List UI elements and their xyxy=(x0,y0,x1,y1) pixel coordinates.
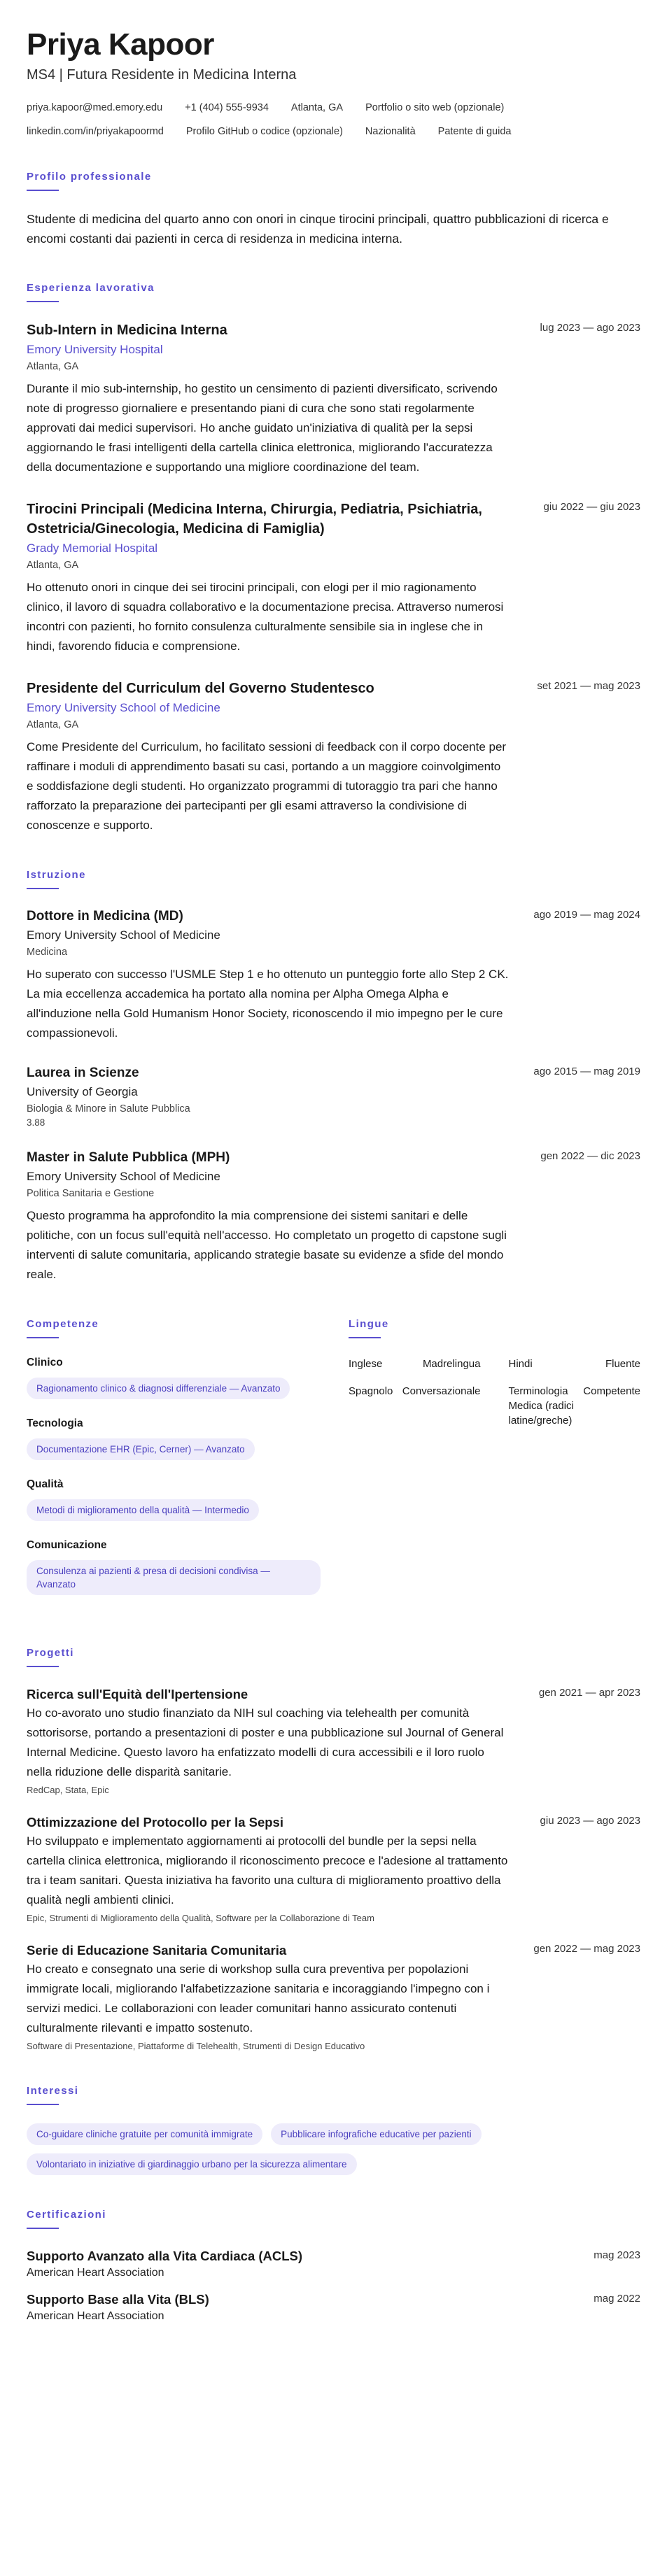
skills-section xyxy=(27,1318,321,1613)
section-divider xyxy=(27,2228,59,2229)
project-entry xyxy=(27,1813,640,1923)
interests-section xyxy=(27,2085,640,2175)
skill-group xyxy=(27,1478,321,1521)
language-item xyxy=(509,1357,641,1371)
job-description: Come Presidente del Curriculum, ho facilitato sessioni di feedback con il corpo docente per raffinare i moduli di apprendimento basati su casi, portando a un maggiore coinvolgimento e soddisfazione degli studenti. Ho organizzato programmi di tutoraggio tra pari che hanno rafforzato la preparazione dei partecipanti per gli esami attraverso la condivisione di conoscenze e supporto. xyxy=(27,740,507,832)
certification-date: mag 2023 xyxy=(594,2249,640,2261)
language-name: Spagnolo xyxy=(349,1385,393,1397)
contact-github[interactable]: Profilo GitHub o codice (opzionale) xyxy=(185,126,343,137)
language-item xyxy=(349,1384,481,1428)
certifications-section xyxy=(27,2209,640,2323)
job-location: Atlanta, GA xyxy=(27,560,79,571)
job-date: set 2021 — mag 2023 xyxy=(537,680,640,692)
language-level: Competente xyxy=(583,1385,640,1397)
degree-title: Master in Salute Pubblica (MPH) xyxy=(27,1150,230,1165)
section-title: Istruzione xyxy=(27,869,86,881)
project-description: Ho creato e consegnato una serie di workshop sulla cura preventiva per popolazioni immigrate locali, migliorando l'alfabetizzazione sanitaria e incoraggiando l'impegno con i servizi medici. Le collaborazioni con leader comunitari hanno assicurato contenuti culturalmente rilevanti e impatto sostenuto. xyxy=(27,1962,490,2034)
candidate-subtitle: MS4 | Futura Residente in Medicina Interna xyxy=(27,67,297,83)
language-level: Fluente xyxy=(605,1358,640,1370)
skill-category: Clinico xyxy=(27,1357,63,1368)
skill-category: Tecnologia xyxy=(27,1417,83,1429)
education-entry xyxy=(27,907,640,1043)
section-divider xyxy=(27,190,59,191)
project-description: Ho co-avorato uno studio finanziato da NIH sul coaching via telehealth per comunità sottorisorse, portando a presentazioni di poster e una pubblicazione sul Journal of General Internal Medicine. Questo lavoro ha enfatizzato modelli di cura accessibili e il loro ruolo nella riduzione delle disparità sanitarie. xyxy=(27,1706,504,1778)
employer-name[interactable]: Emory University School of Medicine xyxy=(27,701,220,714)
section-divider xyxy=(27,301,59,302)
skill-category: Comunicazione xyxy=(27,1539,107,1551)
project-keywords: RedCap, Stata, Epic xyxy=(27,1785,109,1795)
certification-title: Supporto Base alla Vita (BLS) xyxy=(27,2292,209,2307)
certification-issuer: American Heart Association xyxy=(27,2267,164,2279)
section-title: Esperienza lavorativa xyxy=(27,282,155,294)
language-item xyxy=(349,1357,481,1371)
study-area: Politica Sanitaria e Gestione xyxy=(27,1188,155,1199)
summary-text: Studente di medicina del quarto anno con onori in cinque tirocini principali, quattro pubblicazioni di ricerca e encomi costanti dai pazienti in cerca di residenza in medicina interna. xyxy=(27,212,609,246)
education-entry xyxy=(27,1064,640,1128)
section-title: Certificazioni xyxy=(27,2209,106,2221)
job-description: Ho ottenuto onori in cinque dei sei tirocini principali, con elogi per il mio ragionamento clinico, il lavoro di squadra collaborativo e la documentazione precisa. Attraverso numerosi incontri con pazienti, ho fornito consulenza culturalmente sensibile sia in inglese che in hindi, favorendo fiducia e comprensione. xyxy=(27,581,504,653)
institution-name: Emory University School of Medicine xyxy=(27,928,220,942)
degree-title: Laurea in Scienze xyxy=(27,1066,139,1080)
contact-list xyxy=(27,102,640,137)
project-title: Ricerca sull'Equità dell'Ipertensione xyxy=(27,1687,248,1701)
employer-name[interactable]: Emory University Hospital xyxy=(27,343,163,356)
project-date: gen 2021 — apr 2023 xyxy=(538,1687,640,1699)
project-date: gen 2022 — mag 2023 xyxy=(533,1943,640,1955)
section-title: Competenze xyxy=(27,1318,99,1330)
skill-tag: Ragionamento clinico & diagnosi differenziale — Avanzato xyxy=(27,1378,290,1399)
experience-entry xyxy=(27,320,640,477)
project-date: giu 2023 — ago 2023 xyxy=(540,1815,640,1827)
contact-linkedin[interactable]: linkedin.com/in/priyakapoormd xyxy=(27,126,164,137)
section-divider xyxy=(27,1666,59,1667)
section-title: Interessi xyxy=(27,2085,79,2097)
education-section xyxy=(27,869,640,1285)
project-keywords: Software di Presentazione, Piattaforme di Telehealth, Strumenti di Design Educativo xyxy=(27,2041,365,2051)
job-location: Atlanta, GA xyxy=(27,361,79,372)
section-title: Lingue xyxy=(349,1318,389,1330)
languages-section xyxy=(349,1318,640,1613)
project-keywords: Epic, Strumenti di Miglioramento della Qualità, Software per la Collaborazione di Team xyxy=(27,1913,374,1923)
contact-driving-license: Patente di guida xyxy=(437,126,512,137)
certification-date: mag 2022 xyxy=(594,2293,640,2305)
degree-description: Questo programma ha approfondito la mia comprensione dei sistemi sanitari e delle politiche, con un focus sull'equità nell'accesso. Ho completato un progetto di capstone sugli interventi di salute comunitaria, applicando strategie basate su evidenze a sfide del mondo reale. xyxy=(27,1209,507,1281)
skill-tag: Metodi di miglioramento della qualità — Intermedio xyxy=(27,1499,259,1521)
job-title: Sub-Intern in Medicina Interna xyxy=(27,323,227,338)
degree-date: ago 2019 — mag 2024 xyxy=(533,909,640,921)
experience-entry xyxy=(27,500,640,656)
institution-name: Emory University School of Medicine xyxy=(27,1170,220,1183)
section-divider xyxy=(27,888,59,889)
job-description: Durante il mio sub-internship, ho gestito un censimento di pazienti diversificato, scrivendo note di progresso giornaliere e presentando piani di cura che sono stati regolarmente approvati dai medici supervisori. Ho anche guidato un'iniziativa di qualità per la sepsi aggiornando le frasi intelligenti della cartella clinica elettronica, migliorando l'accuratezza della documentazione e supportando una migliore coordinazione del team. xyxy=(27,382,498,474)
candidate-name: Priya Kapoor xyxy=(27,27,214,62)
experience-section xyxy=(27,282,640,835)
degree-description: Ho superato con successo l'USMLE Step 1 e ho ottenuto un punteggio forte allo Step 2 CK. La mia eccellenza accademica ha portato alla nomina per Alpha Omega Alpha e all'induzione nella Gold Humanism Honor Society, riconoscendo il mio impegno per le cure compassionevoli. xyxy=(27,968,509,1040)
job-title: Presidente del Curriculum del Governo Studentesco xyxy=(27,681,374,696)
certification-entry xyxy=(27,2291,640,2323)
job-date: giu 2022 — giu 2023 xyxy=(543,501,640,513)
degree-date: ago 2015 — mag 2019 xyxy=(533,1066,640,1077)
section-divider xyxy=(27,2104,59,2105)
education-entry xyxy=(27,1149,640,1285)
contact-email[interactable]: priya.kapoor@med.emory.edu xyxy=(27,102,163,113)
language-name: Terminologia Medica (radici latine/greche) xyxy=(508,1385,574,1427)
job-date: lug 2023 — ago 2023 xyxy=(540,322,640,334)
contact-location: Atlanta, GA xyxy=(290,102,344,113)
degree-title: Dottore in Medicina (MD) xyxy=(27,909,183,923)
certification-entry xyxy=(27,2247,640,2279)
skill-group xyxy=(27,1539,321,1595)
degree-date: gen 2022 — dic 2023 xyxy=(540,1150,640,1162)
project-entry xyxy=(27,1941,640,2051)
skills-languages-row xyxy=(27,1318,640,1613)
language-item xyxy=(509,1384,641,1428)
interest-tag: Pubblicare infografiche educative per pazienti xyxy=(271,2123,481,2145)
contact-portfolio[interactable]: Portfolio o sito web (opzionale) xyxy=(365,102,505,113)
resume-header xyxy=(27,27,640,137)
section-title: Profilo professionale xyxy=(27,171,152,183)
project-entry xyxy=(27,1685,640,1795)
project-title: Ottimizzazione del Protocollo per la Sepsi xyxy=(27,1815,283,1830)
institution-name: University of Georgia xyxy=(27,1085,138,1098)
interest-tag: Volontariato in iniziative di giardinaggio urbano per la sicurezza alimentare xyxy=(27,2153,357,2175)
skill-tag: Consulenza ai pazienti & presa di decisioni condivisa — Avanzato xyxy=(27,1560,321,1595)
contact-phone[interactable]: +1 (404) 555-9934 xyxy=(185,102,269,113)
study-area: Medicina xyxy=(27,947,68,958)
employer-name[interactable]: Grady Memorial Hospital xyxy=(27,542,158,555)
job-location: Atlanta, GA xyxy=(27,719,79,730)
section-title: Progetti xyxy=(27,1647,74,1659)
job-title: Tirocini Principali (Medicina Interna, Chirurgia, Pediatria, Psichiatria, Ostetricia/Ginecologia, Medicina di Famiglia) xyxy=(27,502,482,537)
language-name: Inglese xyxy=(349,1358,383,1370)
summary-section xyxy=(27,171,640,248)
gpa-score: 3.88 xyxy=(27,1117,45,1128)
language-name: Hindi xyxy=(508,1358,533,1370)
skill-group xyxy=(27,1417,321,1460)
contact-nationality: Nazionalità xyxy=(365,126,416,137)
certification-title: Supporto Avanzato alla Vita Cardiaca (ACLS) xyxy=(27,2249,303,2263)
skill-group xyxy=(27,1357,321,1399)
study-area: Biologia & Minore in Salute Pubblica xyxy=(27,1103,190,1114)
certification-issuer: American Heart Association xyxy=(27,2310,164,2322)
language-level: Madrelingua xyxy=(422,1358,481,1370)
experience-entry xyxy=(27,679,640,835)
project-title: Serie di Educazione Sanitaria Comunitaria xyxy=(27,1943,287,1958)
interest-tags xyxy=(27,2123,640,2175)
project-description: Ho sviluppato e implementato aggiornamenti ai protocolli del bundle per la sepsi nella cartella clinica elettronica, migliorando il riconoscimento precoce e l'adesione al trattamento tra i team sanitari. Questa iniziativa ha favorito una cultura di miglioramento proattivo della qualità negli ambienti clinici. xyxy=(27,1834,508,1906)
skill-tag: Documentazione EHR (Epic, Cerner) — Avanzato xyxy=(27,1438,255,1460)
interest-tag: Co-guidare cliniche gratuite per comunità immigrate xyxy=(27,2123,262,2145)
section-divider xyxy=(27,1337,59,1338)
section-divider xyxy=(349,1337,381,1338)
language-level: Conversazionale xyxy=(402,1385,481,1397)
skill-category: Qualità xyxy=(27,1478,64,1490)
projects-section xyxy=(27,1647,640,2051)
language-grid xyxy=(349,1357,640,1441)
